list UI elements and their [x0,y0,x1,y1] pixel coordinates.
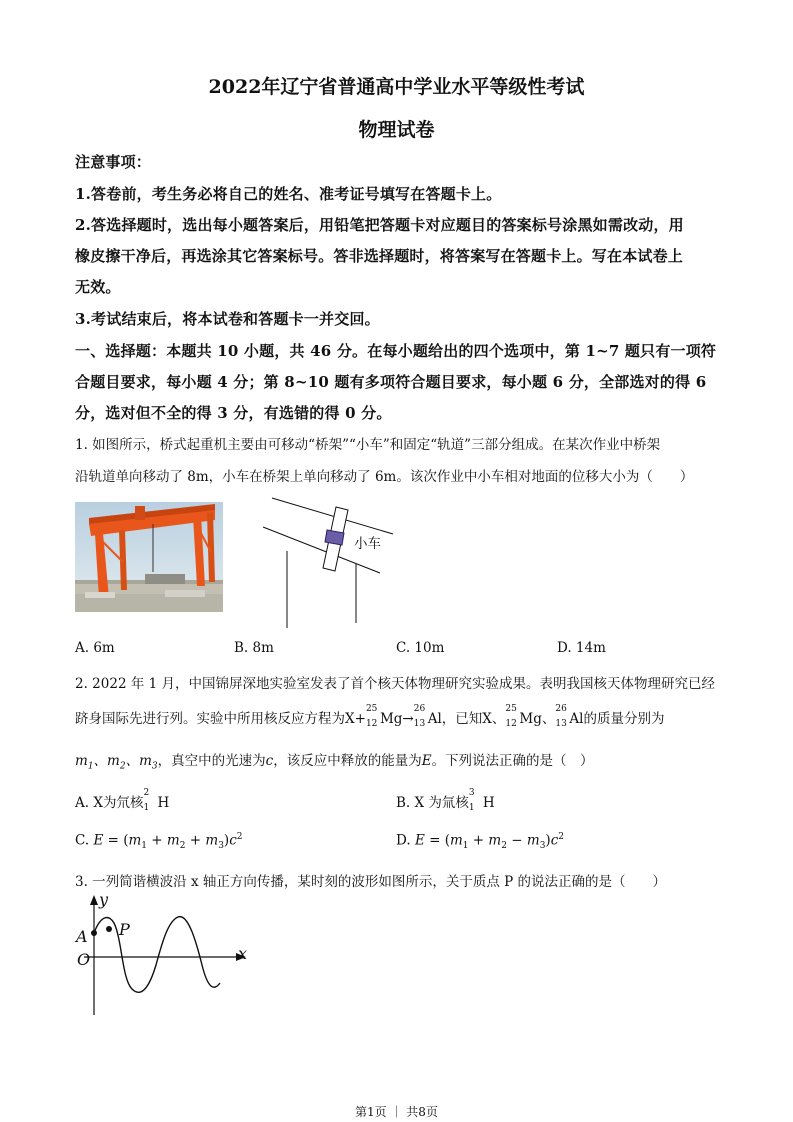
q1-option-c: C. 10m [396,640,445,656]
section1-line1: 一、选择题：本题共 10 小题，共 46 分。在每小题给出的四个选项中，第 1~7 题只有一项符 [75,342,717,360]
page-footer: 第1页 ｜ 共8页 [355,1105,438,1119]
q2-line3 [75,749,594,772]
q2-option-c-formula: E [93,832,104,849]
note-item-2b: 橡皮擦干净后，再选涂其它答案标号。答非选择题时，将答案写在答题卡上。写在本试卷上 [75,247,684,265]
q2-line3-text-b: ，该反应中释放的能量为 [273,753,422,769]
q2-option-d-prefix: D. [396,832,411,849]
mass-symbols: $m_1$、$m_2$、$m_3$ [75,753,158,772]
q2-option-d-formula: E [414,832,425,849]
q2-option-a-text: A. X为氘核 [75,795,144,811]
crane-photo [75,502,223,612]
section1-line2: 合题目要求，每小题 4 分；第 8~10 题有多项符合题目要求，每小题 6 分，全部选对的得 6 [75,373,707,391]
wave-diagram [72,893,252,1018]
q2-line2 [75,704,665,729]
mass-list: X、 25 12 Mg、 26 13 Al [482,704,584,729]
point-a-label: A [76,927,88,946]
q3-line1: 3. 一列简谐横波沿 x 轴正方向传播，某时刻的波形如图所示，关于质点 P 的说法正确的是（ ） [75,874,667,890]
point-p-label: P [119,920,130,939]
note-item-2a: 2.答选择题时，选出每小题答案后，用铅笔把答题卡对应题目的答案标号涂黑如需改动，用 [75,216,684,234]
q1-option-d: D. 14m [557,640,606,656]
note-item-3: 3.考试结束后，将本试卷和答题卡一并交回。 [75,310,380,328]
q1-option-a: A. 6m [75,640,115,656]
q2-option-d: D. $E = (m_1 + m_2 - m_3)c^2$ [396,832,564,852]
q2-line2-text-a: 跻身国际先进行列。实验中所用核反应方程为 [75,711,345,727]
q2-line2-text-c: 的质量分别为 [583,711,665,727]
notes-heading: 注意事项： [75,153,152,171]
section1-line3: 分，选对但不全的得 3 分，有选错的得 0 分。 [75,404,392,422]
q1-line1: 1. 如图所示，桥式起重机主要由可移动“桥架”“小车”和固定“轨道”三部分组成。在某次作业中桥架 [75,437,661,453]
q2-option-c: C. $E = (m_1 + m_2 + m_3)c^2$ [75,832,243,852]
q2-line3-text-c: 。下列说法正确的是（ ） [431,753,594,769]
trolley-label: 小车 [354,536,381,552]
q2-line1: 2. 2022 年 1 月，中国锦屏深地实验室发表了首个核天体物理研究实验成果。表明我国核天体物理研究已经 [75,676,715,692]
q2-option-b-text: B. X 为氚核 [396,795,469,811]
x-axis-label: x [238,944,248,963]
speed-of-light-symbol: c [265,753,274,769]
q2-option-c-prefix: C. [75,832,90,849]
exam-title: 2022年辽宁省普通高中学业水平等级性考试 [208,76,585,98]
energy-symbol: E [421,753,432,769]
exam-subtitle: 物理试卷 [358,119,435,141]
q2-line2-text-b: ，已知 [441,711,483,727]
q1-option-b: B. 8m [234,640,274,656]
nuclear-equation: X+ 25 12 Mg→ 26 13 Al [345,704,442,729]
q2-option-a: A. X为氘核 2 1 H [75,788,170,813]
origin-label: O [77,950,91,969]
q2-line3-text-a: ，真空中的光速为 [157,753,266,769]
q2-option-b: B. X 为氚核 3 1 H [396,788,495,813]
note-item-2c: 无效。 [75,278,121,296]
y-axis-label: y [99,890,109,909]
note-item-1: 1.答卷前，考生务必将自己的姓名、准考证号填写在答题卡上。 [75,185,502,203]
crane-schematic [260,493,395,628]
q1-line2: 沿轨道单向移动了 8m，小车在桥架上单向移动了 6m。该次作业中小车相对地面的位移大小为（ ） [75,469,694,485]
